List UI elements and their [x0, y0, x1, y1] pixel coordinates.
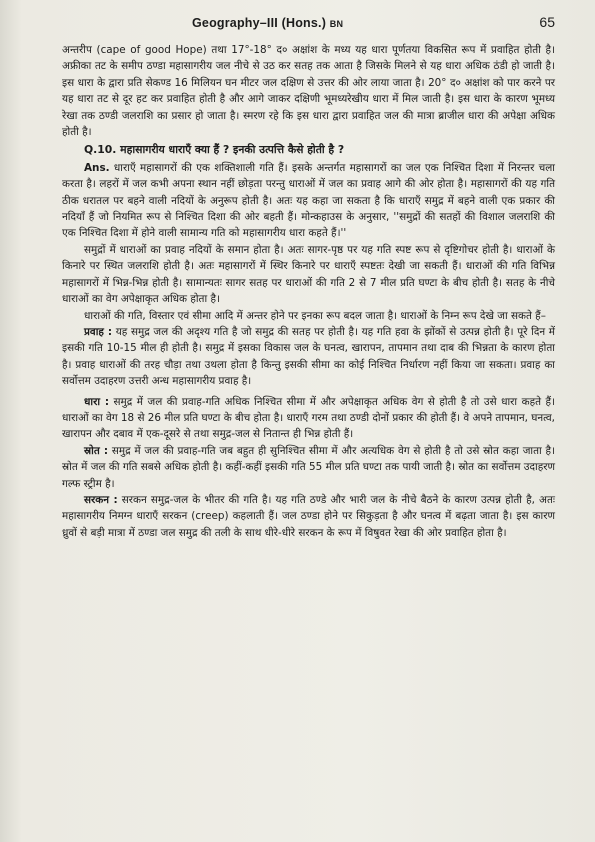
running-header [62, 14, 555, 30]
answer-paragraph [62, 160, 555, 242]
term-stream: स्रोत : [84, 444, 109, 457]
answer-text: धाराएँ महासागरों की एक शक्तिशाली गति हैं। इसके अन्तर्गत महासागरों का जल एक निश्चित दिशा में निरन्तर चला करता है। लहरों में जल कभी अपना स्थान नहीं छोड़ता परन्तु धाराओं में जल का प्रवाह आगे की ओर होता है। महासागरों की यह गति ठीक धरातल पर बहने वाली नदियों के अनुरूप होती है। अतः यह कहा जा सकता है कि धाराएँ समुद्र में बहने वाली एक प्रकार की नदियाँ हैं जो नियमित रूप से निश्चित दिशा की ओर बहती हैं। मोन्कहाउस के अनुसार, ''समुद्रों की सतहों की विशाल जलराशि की एक निश्चित दिशा में होने वाली सामान्य गति को महासागरीय धारा कहते हैं।'' [62, 161, 555, 240]
answer-label: Ans. [84, 161, 110, 174]
edition-code: BN [329, 19, 344, 29]
paragraph-creep [62, 492, 555, 541]
paragraph-stream [62, 443, 555, 492]
paragraph-current [62, 394, 555, 443]
paragraph-types-intro: धाराओं की गति, विस्तार एवं सीमा आदि में अन्तर होने पर इनका रूप बदल जाता है। धाराओं के निम्न रूप देखे जा सकते हैं– [84, 309, 546, 322]
drift-text: यह समुद्र जल की अदृश्य गति है जो समुद्र की सतह पर होती है। यह गति हवा के झोंकों से उत्पन्न होती है। पूरे दिन में इसकी गति 10-15 मील ही होती है। समुद्र में इसका विकास जल के घनत्व, खारापन, तापमान तथा दाब की भिन्नता के कारण होता है। प्रवाह धाराओं की तरह चौड़ा तथा उथला होता है किन्तु इसकी सीमा का कोई निश्चित निर्धारण नहीं किया जा सकता। प्रवाह का सर्वोत्तम उदाहरण उत्तरी अन्ध महासागरीय प्रवाह है। [62, 325, 555, 388]
term-current: धारा : [84, 395, 109, 408]
book-title: Geography–III (Hons.) BN [192, 16, 344, 30]
question-heading: Q.10. महासागरीय धाराएँ क्या हैं ? इनकी उत्पत्ति कैसे होती है ? [84, 143, 345, 157]
page-number: 65 [539, 14, 555, 30]
term-drift: प्रवाह : [84, 325, 113, 338]
paragraph-drift [62, 324, 555, 390]
creep-text: सरकन समुद्र-जल के भीतर की गति है। यह गति ठण्डे और भारी जल के नीचे बैठने के कारण उत्पन्न होती है, अतः महासागरीय निमग्न धाराएँ सरकन (creep) कहलाती हैं। जल ठण्डा होने पर सिकुड़ता है और घनत्व में बढ़ता जाता है। इस कारण ध्रुवों से बड़ी मात्रा में ठण्डा जल समुद्र की तली के साथ धीरे-धीरे सरकन के रूप में विषुवत रेखा की ओर प्रवाहित होता है। [62, 493, 555, 539]
paragraph-flow: समुद्रों में धाराओं का प्रवाह नदियों के समान होता है। अतः सागर-पृष्ठ पर यह गति स्पष्ट रूप से दृष्टिगोचर होती है। धाराओं के किनारे पर स्थित जलराशि होती है। अतः महासागरों में स्थिर किनारे पर धाराएँ स्पष्टतः देखी जा सकती हैं। धाराओं की गति विभिन्न महासागरों में भिन्न-भिन्न होती है। सामान्यतः सागर सतह पर धाराओं की गति 2 से 7 मील प्रति घण्टा के बीच होती है। सतह के नीचे धाराओं का वेग अपेक्षाकृत अधिक होता है। [62, 243, 555, 306]
term-creep: सरकन : [84, 493, 118, 506]
stream-text: समुद्र में जल की प्रवाह-गति जब बहुत ही सुनिश्चित सीमा में और अत्यधिक वेग से होती है तो उसे स्रोत कहा जाता है। स्रोत में जल की गति सबसे अधिक होती है। कहीं-कहीं इसकी गति 55 मील प्रति घण्टा तक पायी जाती है। स्रोत का सर्वोत्तम उदाहरण गल्फ स्ट्रीम है। [62, 444, 555, 490]
current-text: समुद्र में जल की प्रवाह-गति अधिक निश्चित सीमा में और अपेक्षाकृत अधिक वेग से होती है तो उसे धारा कहते हैं। धाराओं का वेग 18 से 26 मील प्रति घण्टा के बीच होता है। धाराएँ गरम तथा ठण्डी दोनों प्रकार की होती हैं। वे अपने तापमान, घनत्व, खारापन और दबाव में एक-दूसरे से तथा समुद्र-जल से नितान्त ही भिन्न होती हैं। [62, 395, 555, 441]
paragraph-continuation: अन्तरीप (cape of good Hope) तथा 17°-18° द० अक्षांश के मध्य यह धारा पूर्णतया विकसित रूप में प्रवाहित होती है। अफ्रीका तट के समीप ठण्डा महासागरीय जल नीचे से उठ कर सतह तक आता है जिसके मिलने से यह धारा अधिक ठंडी हो जाती है। इस धारा के द्वारा प्रति सेकण्ड 16 मिलियन घन मीटर जल दक्षिण से उत्तर की ओर लाया जाता है। 20° द० अक्षांश को पार करने पर यह धारा तट से दूर हट कर प्रवाहित होती है और आगे जाकर दक्षिणी भूमध्यरेखीय धारा में मिल जाती है। इस धारा के कारण भूमध्य रेखा तक ठण्डी जलराशि का प्रसार हो जाता है। स्मरण रहे कि इस धारा द्वारा प्रवाहित जल की मात्रा ब्राजील धारा की अपेक्षा अधिक होती है। [62, 44, 555, 139]
